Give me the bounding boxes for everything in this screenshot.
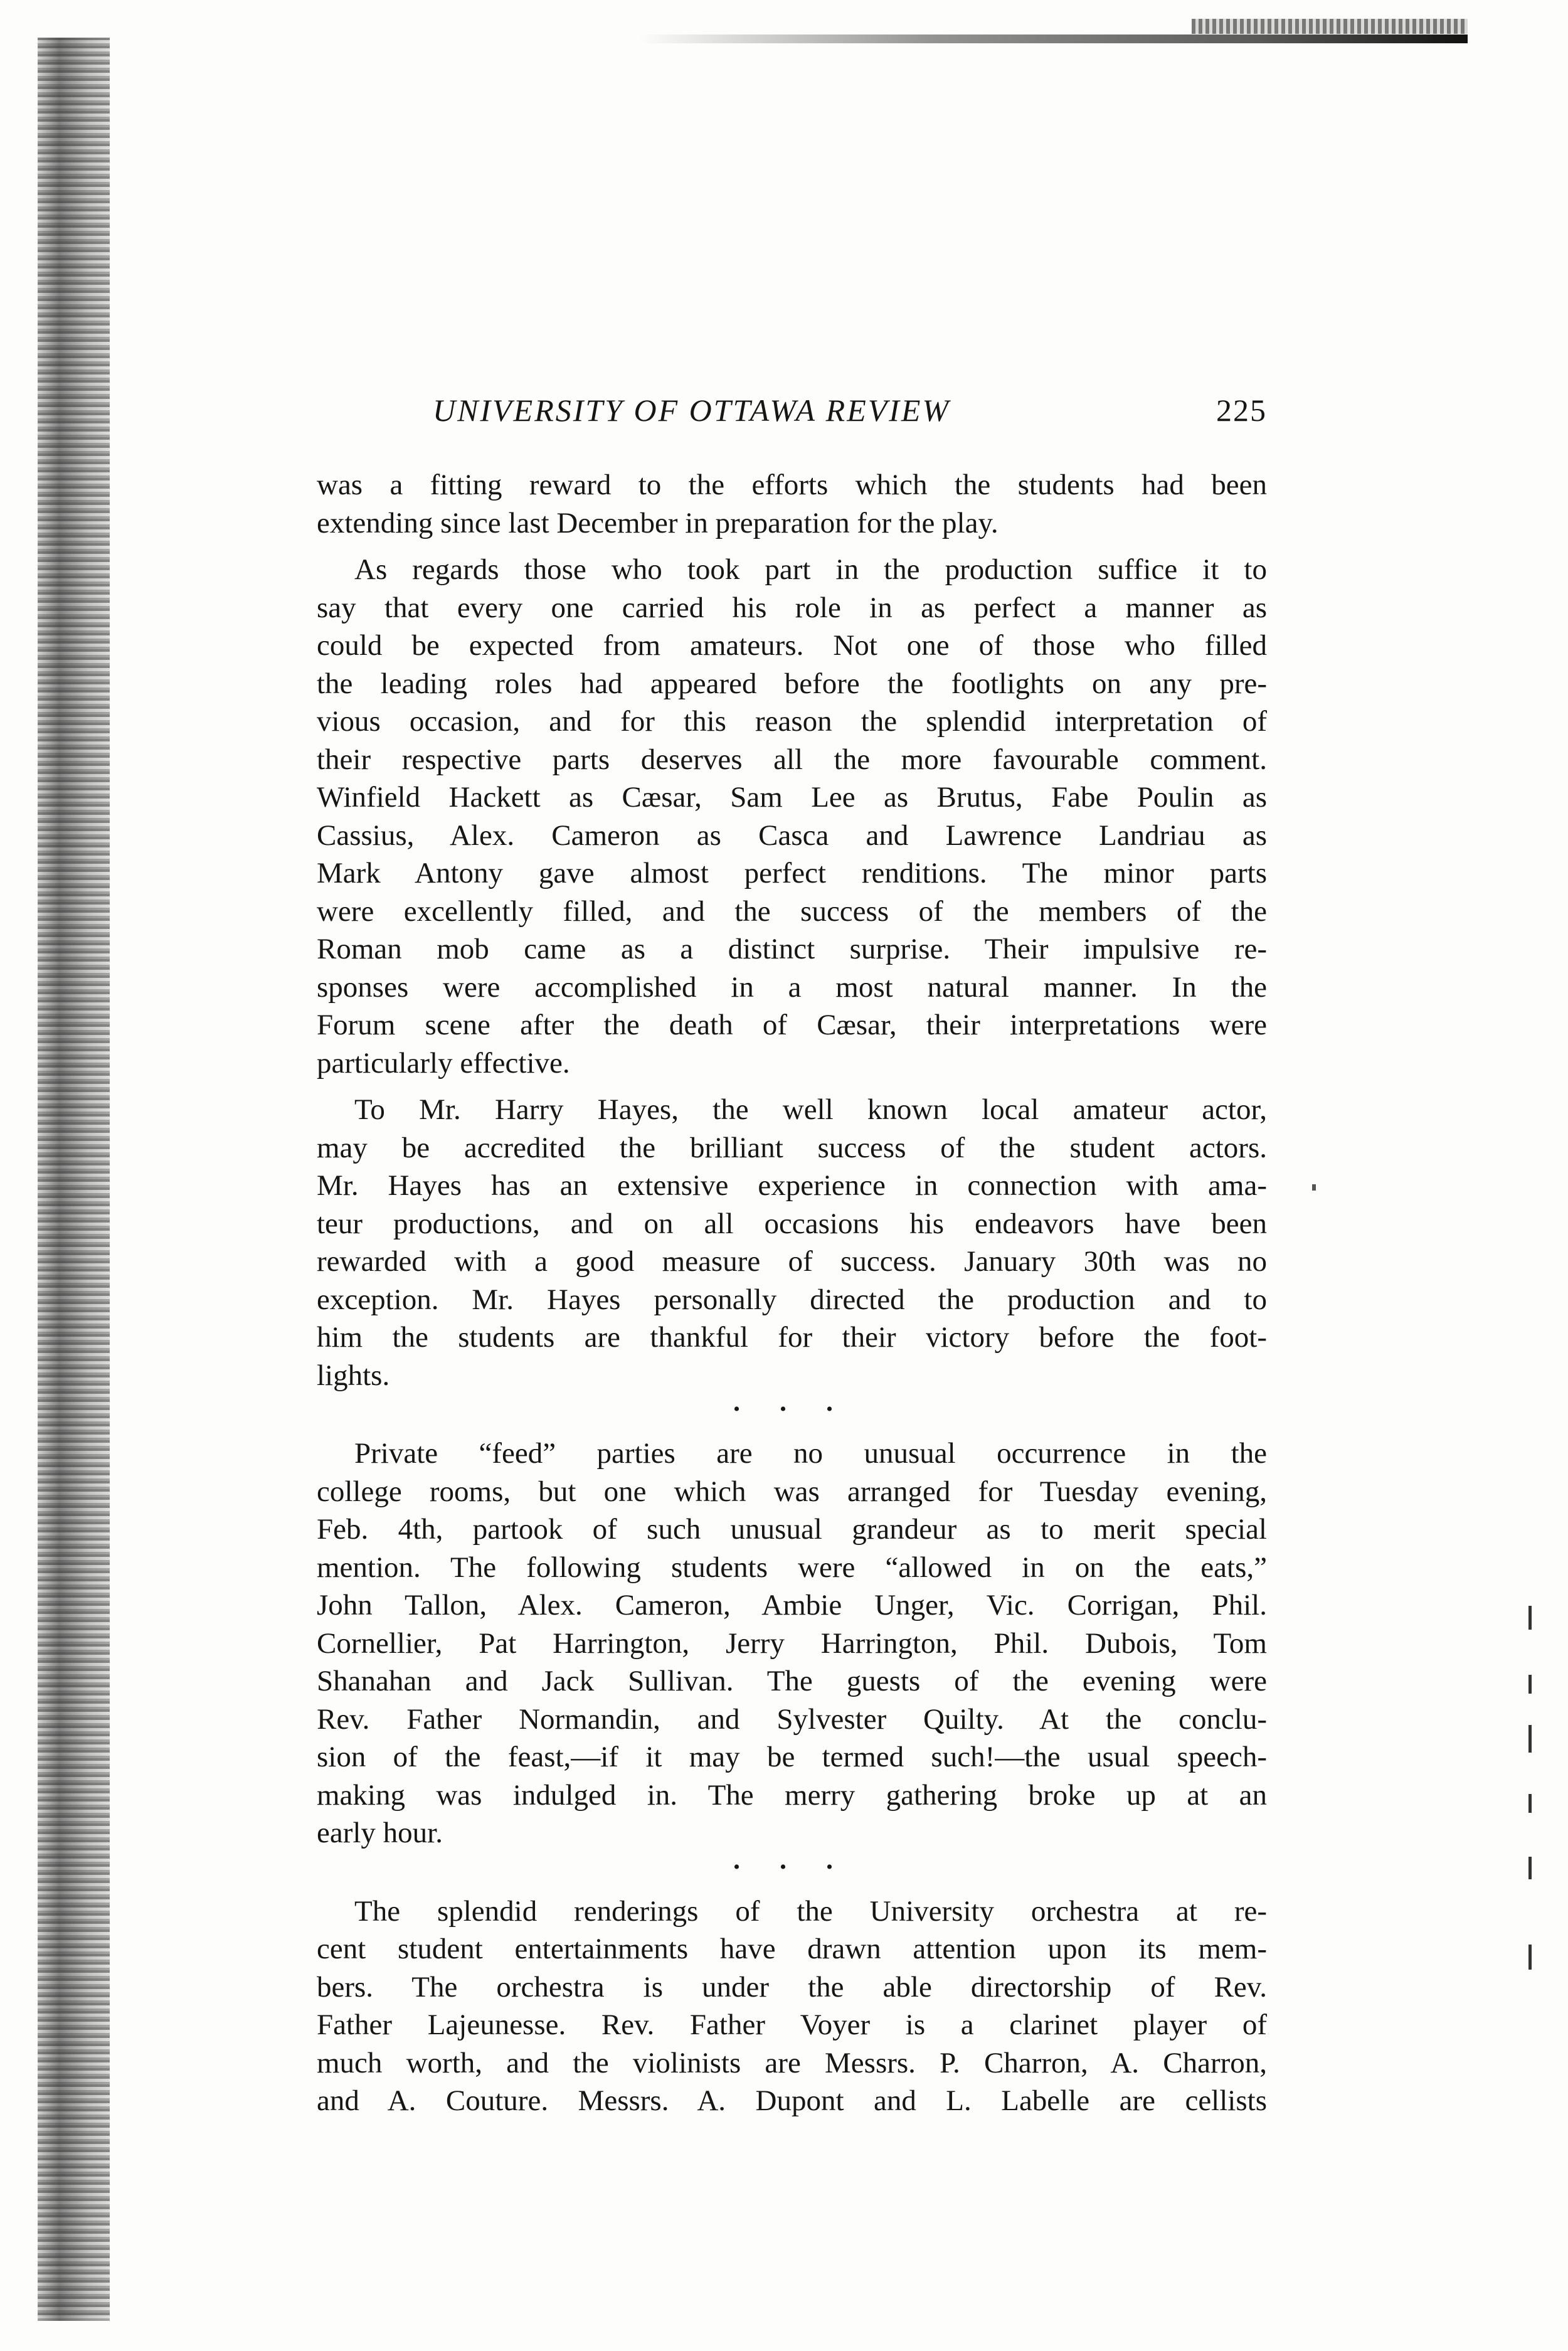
text-line: could be expected from amateurs. Not one of those who filled: [317, 629, 1267, 662]
text-line: the leading roles had appeared before the footlights on any pre-: [317, 667, 1267, 700]
text-line: extending since last December in preparation for the play.: [317, 506, 999, 539]
article-text-block: [317, 392, 1267, 2120]
text-line: Cornellier, Pat Harrington, Jerry Harrington, Phil. Dubois, Tom: [317, 1627, 1267, 1660]
text-line: The splendid renderings of the University orchestra at re-: [354, 1894, 1267, 1928]
paragraph-2: [317, 551, 1267, 1082]
text-line: Feb. 4th, partook of such unusual grandeur as to merit special: [317, 1513, 1267, 1546]
text-line: Shanahan and Jack Sullivan. The guests of the evening were: [317, 1665, 1267, 1697]
text-line: cent student entertainments have drawn attention upon its mem-: [317, 1933, 1267, 1965]
text-line: much worth, and the violinists are Messrs. P. Charron, A. Charron,: [317, 2046, 1267, 2079]
text-line: their respective parts deserves all the more favourable comment.: [317, 743, 1267, 776]
text-line: Rev. Father Normandin, and Sylvester Quilty. At the conclu-: [317, 1702, 1267, 1736]
paragraph-4: [317, 1435, 1267, 1852]
text-line: Roman mob came as a distinct surprise. Their impulsive re-: [317, 933, 1267, 965]
text-line: particularly effective.: [317, 1046, 570, 1080]
paragraph-5: [317, 1892, 1267, 2120]
text-line: him the students are thankful for their victory before the foot-: [317, 1321, 1267, 1354]
journal-title: UNIVERSITY OF OTTAWA REVIEW: [433, 393, 951, 428]
text-line: say that every one carried his role in as perfect a manner as: [317, 591, 1267, 624]
text-line: were excellently filled, and the success of the members of the: [317, 894, 1267, 928]
text-line: Cassius, Alex. Cameron as Casca and Lawrence Landriau as: [317, 819, 1267, 852]
scan-artifact-margin-mark: [1312, 1184, 1316, 1191]
text-line: vious occasion, and for this reason the splendid interpretation of: [317, 705, 1267, 738]
text-line: Mark Antony gave almost perfect renditions. The minor parts: [317, 857, 1267, 889]
text-line: early hour.: [317, 1817, 443, 1849]
text-line: mention. The following students were “allowed in on the eats,”: [317, 1551, 1267, 1584]
text-line: Winfield Hackett as Cæsar, Sam Lee as Brutus, Fabe Poulin as: [317, 781, 1267, 814]
text-line: As regards those who took part in the production suffice it to: [354, 553, 1267, 586]
text-line: making was indulged in. The merry gathering broke up at an: [317, 1778, 1267, 1812]
text-line: sion of the feast,—if it may be termed such!—the usual speech-: [317, 1741, 1267, 1773]
running-header: [317, 392, 1267, 430]
section-separator: • • •: [733, 1399, 850, 1420]
text-line: was a fitting reward to the efforts which the students had been: [317, 469, 1267, 501]
scan-artifact-binding-edge: [38, 38, 110, 2321]
section-separator: • • •: [733, 1856, 850, 1877]
page-number: 225: [1216, 393, 1267, 428]
text-line: exception. Mr. Hayes personally directed the production and to: [317, 1283, 1267, 1316]
text-line: bers. The orchestra is under the able directorship of Rev.: [317, 1970, 1267, 2003]
paragraph-1: [317, 466, 1267, 542]
text-line: teur productions, and on all occasions his endeavors have been: [317, 1207, 1267, 1240]
text-line: lights.: [317, 1359, 390, 1392]
text-line: Private “feed” parties are no unusual occurrence in the: [354, 1437, 1267, 1470]
scan-artifact-margin-ticks: [1527, 1606, 1535, 1982]
text-line: Father Lajeunesse. Rev. Father Voyer is a clarinet player of: [317, 2009, 1267, 2041]
text-line: rewarded with a good measure of success. January 30th was no: [317, 1245, 1267, 1278]
text-line: Mr. Hayes has an extensive experience in connection with ama-: [317, 1169, 1267, 1202]
text-line: college rooms, but one which was arranged for Tuesday evening,: [317, 1475, 1267, 1508]
text-line: Forum scene after the death of Cæsar, their interpretations were: [317, 1009, 1267, 1041]
text-line: and A. Couture. Messrs. A. Dupont and L. Labelle are cellists: [317, 2084, 1267, 2117]
text-line: may be accredited the brilliant success of the student actors.: [317, 1131, 1267, 1164]
scan-artifact-top-texture: [1192, 19, 1468, 34]
text-line: sponses were accomplished in a most natural manner. In the: [317, 970, 1267, 1004]
paragraph-3: [317, 1091, 1267, 1394]
text-line: John Tallon, Alex. Cameron, Ambie Unger, Vic. Corrigan, Phil.: [317, 1589, 1267, 1621]
scan-artifact-top-rule: [640, 34, 1468, 43]
text-line: To Mr. Harry Hayes, the well known local amateur actor,: [354, 1093, 1267, 1126]
